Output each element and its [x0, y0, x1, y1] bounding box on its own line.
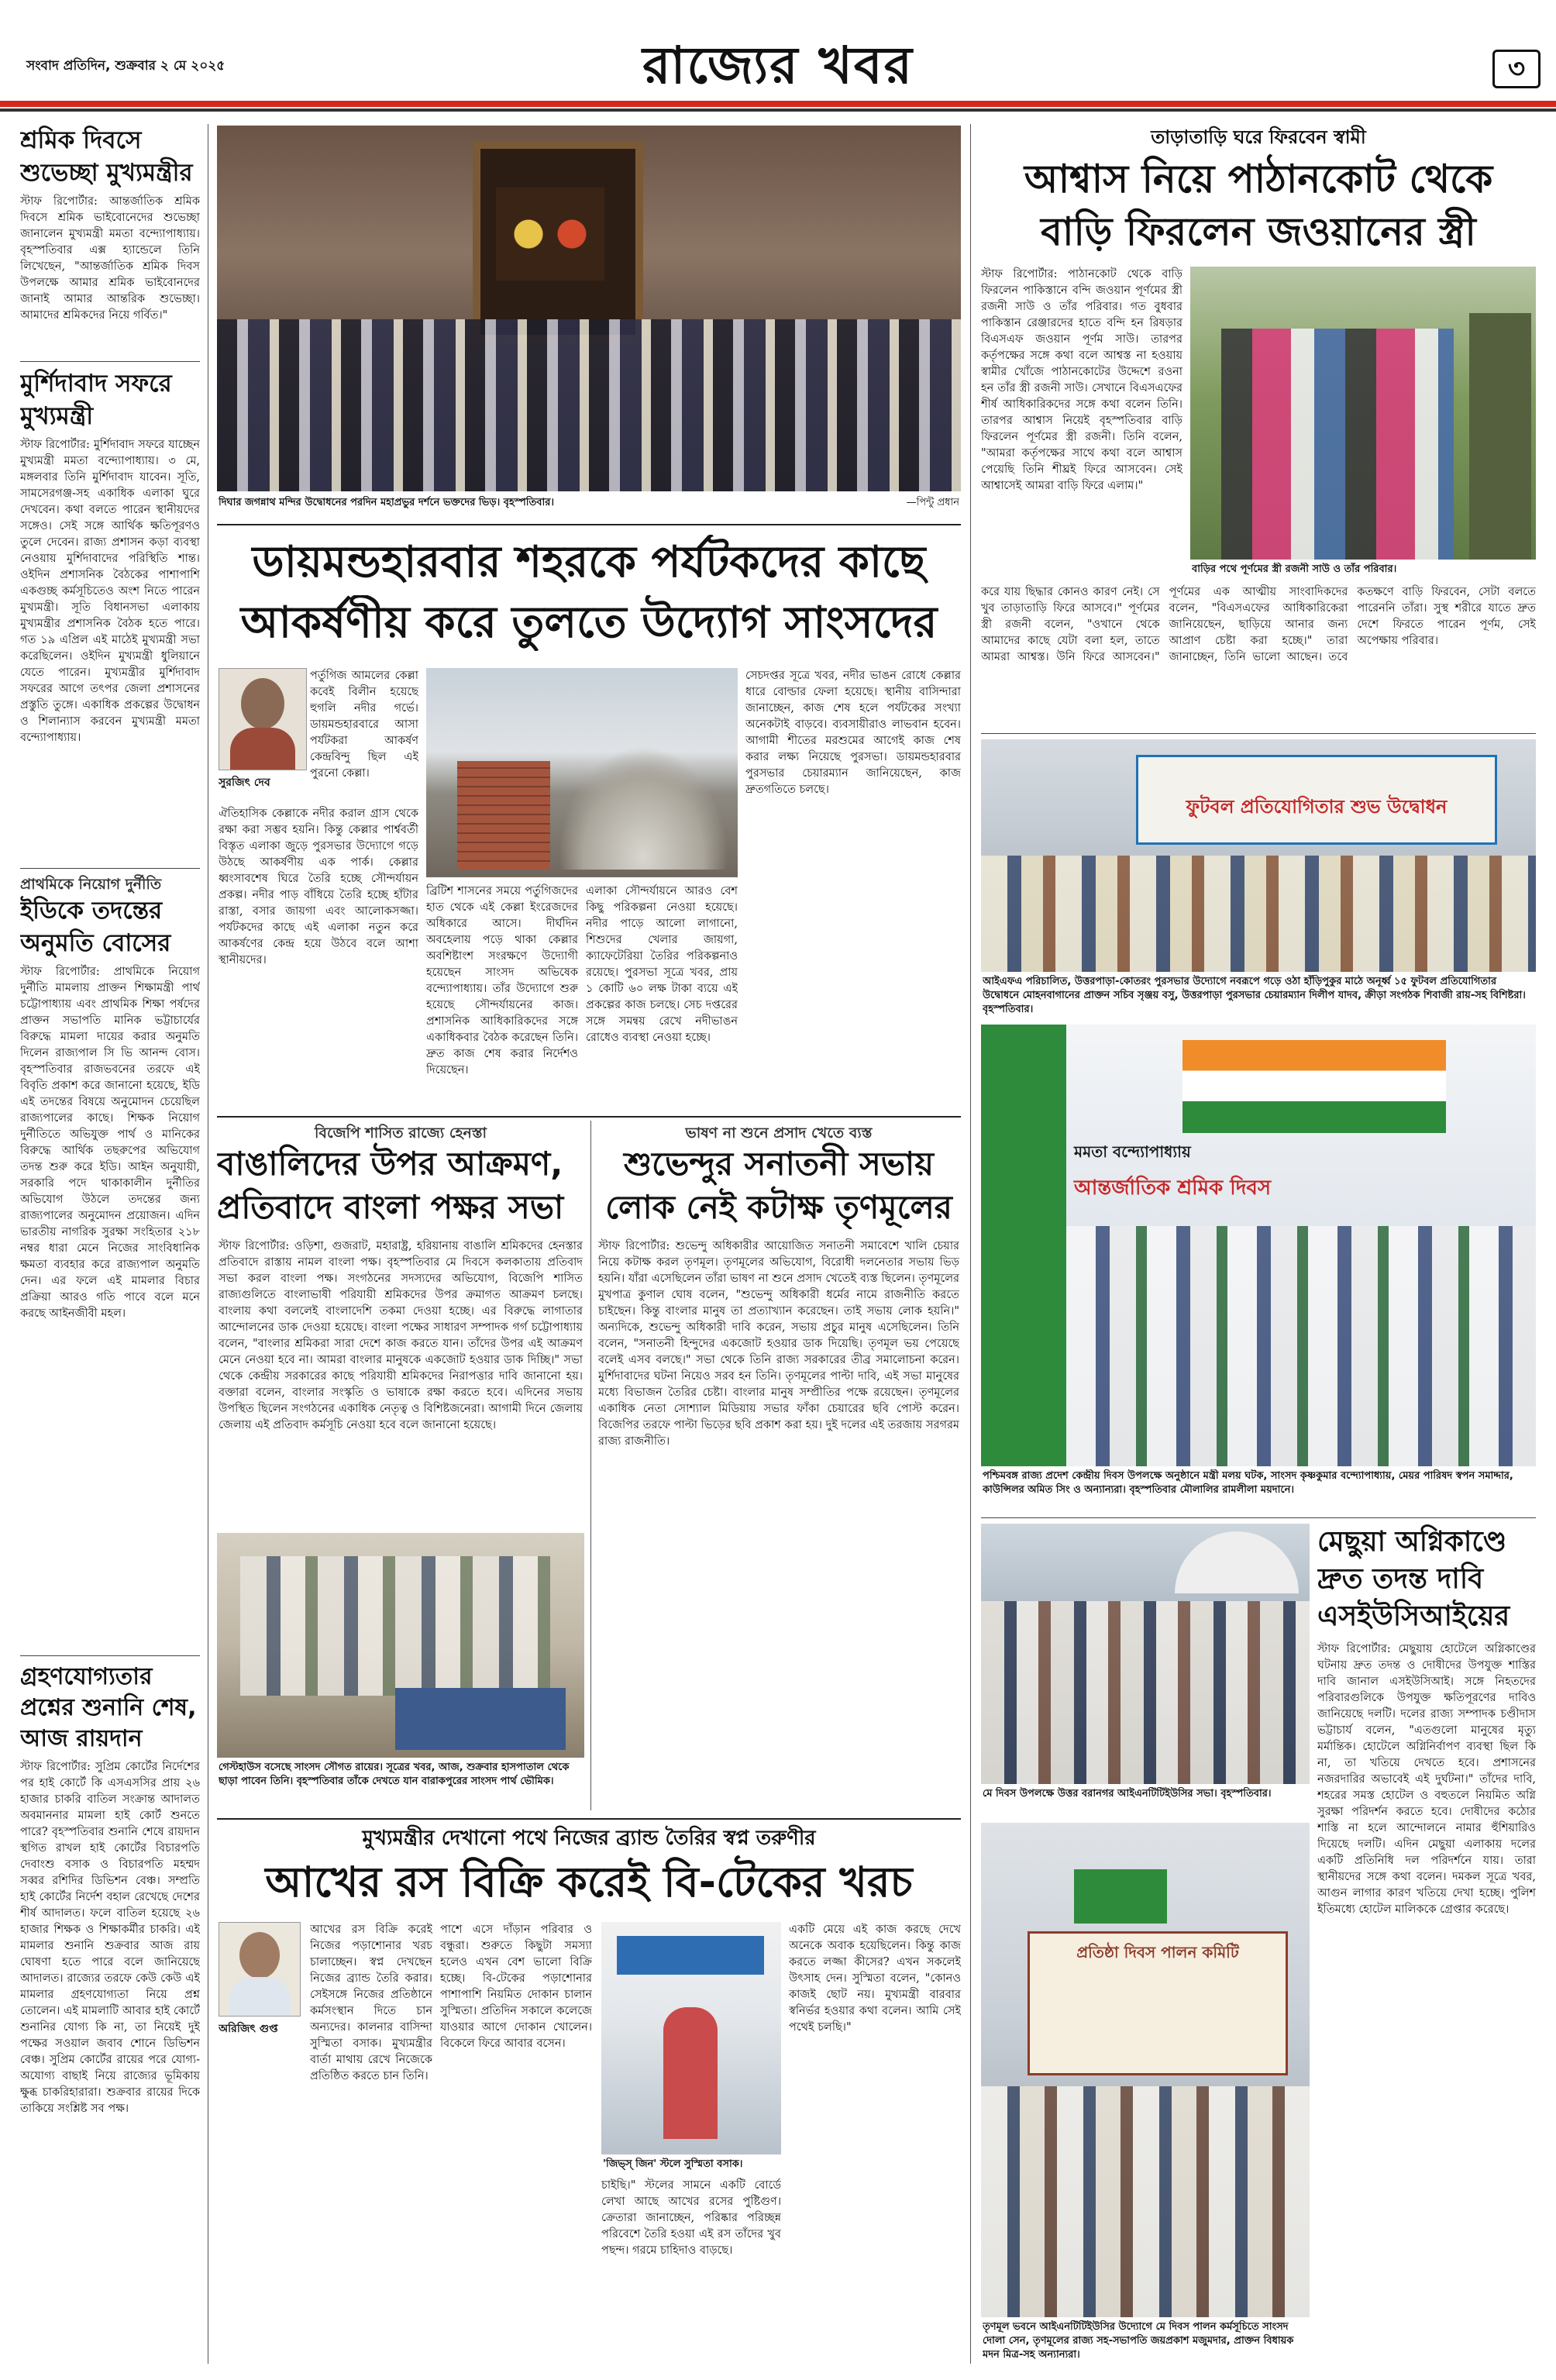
masthead [0, 0, 1556, 116]
story-body: স্টাফ রিপোর্টার: আন্তর্জাতিক শ্রমিক দিবসে শ্রমিক ভাইবোনেদের শুভেচ্ছা জানালেন মুখ্যমন্ত্রী মমতা বন্দ্যোপাধ্যায়। বৃহস্পতিবার এক্স হ্যান্ডেলে তিনি লিখেছেন, "আন্তর্জাতিক শ্রমিক দিবস উপলক্ষে আমার শ্রমিক ভাইবোনদের জানাই আমার আন্তরিক শুভেচ্ছা। আমাদের শ্রমিকদের নিয়ে গর্বিত।" [20, 195, 200, 322]
baranagar-caption: মে দিবস উপলক্ষে উত্তর বরানগর আইএনটিটিইউসির সভা। বৃহস্পতিবার। [983, 1788, 1272, 1800]
stall-sign [617, 1936, 764, 1975]
caption-text: দিঘার জগন্নাথ মন্দির উদ্বোধনের পরদিন মহাপ্রভুর দর্শনে ভক্তদের ভিড়। বৃহস্পতিবার। [219, 497, 555, 508]
juice-body-col3: চাইছি।" স্টলের সামনে একটি বোর্ডে লেখা আছে আখের রসের পুষ্টিগুণ। ক্রেতারা জানাচ্ছেন, পরিষ্কার পরিচ্ছন্ন পরিবেশে তৈরি হওয়া এই রস তাঁদের খুব পছন্দ। গরমে চাহিদাও বাড়ছে। [601, 2179, 781, 2257]
hospital-photo-caption: গেস্টহাউস বসেছে সাংসদ সৌগত রায়ের। সূত্রের খবর, আজ, শুক্রবার হাসপাতাল থেকে ছাড়া পাবেন তিনি। বৃহস্পতিবার তাঁকে দেখতে যান বারাকপুরের সাংসদ পার্থ ভৌমিক। [219, 1762, 570, 1787]
suvendu-kicker: ভাষণ না শুনে প্রসাদ খেতে ব্যস্ত [685, 1125, 873, 1142]
bangali-kicker: বিজেপি শাসিত রাজ্যে হেনস্তা [314, 1125, 487, 1142]
dateline: সংবাদ প্রতিদিন, শুক্রবার ২ মে ২০২৫ [26, 58, 225, 74]
left-story-1 [20, 124, 200, 356]
story-body: স্টাফ রিপোর্টার: প্রাথমিকে নিয়োগ দুর্নীতি মামলায় প্রাক্তন শিক্ষামন্ত্রী পার্থ চট্টোপাধ্যায় এবং প্রাথমিক শিক্ষা পর্ষদের প্রাক্তন সভাপতি মানিক ভট্টাচার্যের বিরুদ্ধে মামলা দায়ের করার অনুমতি দিলেন রাজ্যপাল সি ভি আনন্দ বোস। বৃহস্পতিবার রাজভবনের তরফে এই বিবৃতি প্রকাশ করে জানানো হয়েছে, ইডি এই তদন্তের বিষয়ে অনুমোদন চেয়েছিল রাজ্যপালের কাছে। শিক্ষক নিয়োগ দুর্নীতিতে অভিযুক্ত পার্থ ও মানিকের বিরুদ্ধে আর্থিক তছরুপের অভিযোগ তদন্ত শুরু করে ইডি। আইন অনুযায়ী, সরকারি পদে থাকাকালীন দুর্নীতির অভিযোগ উঠলে তদন্তের জন্য রাজ্যপালের অনুমোদন প্রয়োজন। এদিন ভারতীয় নাগরিক সুরক্ষা সংহিতার ২১৮ নম্বর ধারা মেনে নিজের সাংবিধানিক ক্ষমতা ব্যবহার করে রাজ্যপাল অনুমতি দেন। এর ফলে এই মামলার বিচার প্রক্রিয়া আরও গতি পাবে বলে মনে করছে আইনজীবী মহল। [20, 966, 200, 1320]
headline: শ্রমিক দিবসে শুভেচ্ছা মুখ্যমন্ত্রীর [20, 126, 193, 187]
banner-text: প্রতিষ্ঠা দিবস পালন কমিটি [1076, 1943, 1239, 1962]
divider [20, 1655, 200, 1656]
suvendu-body: স্টাফ রিপোর্টার: শুভেন্দু অধিকারীর আয়োজিত সনাতনী সমাবেশে খালি চেয়ার নিয়ে কটাক্ষ করল তৃণমূল। তৃণমূলের অভিযোগ, বিরোধী দলনেতার সভায় ভিড় হয়নি। যাঁরা এসেছিলেন তাঁরা ভাষণ না শুনে প্রসাদ খেতেই ব্যস্ত ছিলেন। তৃণমূলের মুখপাত্র কুণাল ঘোষ বলেন, "শুভেন্দু অধিকারী ধর্মের নামে রাজনীতি করতে চাইছেন। কিন্তু বাংলার মানুষ তা প্রত্যাখ্যান করেছেন। তাই সভায় লোক হয়নি।" অন্যদিকে, শুভেন্দু অধিকারী দাবি করেন, সভায় প্রচুর মানুষ এসেছিলেন। তিনি বলেন, "সনাতনী হিন্দুদের একজোট হওয়ার ডাক দিয়েছি। তৃণমূল ভয় পেয়েছে বলেই এসব বলছে।" সভা থেকে তিনি রাজ্য সরকারের তীব্র সমালোচনা করেন। মুর্শিদাবাদের ঘটনা নিয়েও সরব হন তিনি। তৃণমূলের পাল্টা দাবি, এই সভা মানুষের মধ্যে বিভাজন তৈরির চেষ্টা। বাংলার মানুষ সম্প্রীতির পক্ষে রয়েছেন। তৃণমূলের একাধিক নেতা সোশ্যাল মিডিয়ায় সভার ফাঁকা চেয়ারের ছবি পোস্ট করেন। বিজেপির তরফে পাল্টা ভিড়ের ছবি প্রকাশ করা হয়। দুই দলের এই তরজায় সরগরম রাজ্য রাজনীতি। [598, 1240, 959, 1448]
attendees [981, 2086, 1310, 2317]
baranagar-photo [981, 1524, 1310, 1784]
photo-credit: —পিন্টু প্রধান [906, 497, 959, 508]
divider [217, 1818, 961, 1820]
masthead-dark-rule [0, 108, 1556, 112]
patient-bed [395, 1688, 566, 1750]
reporter-name: সুরজিৎ দেব [219, 777, 270, 789]
vendor [663, 2007, 718, 2139]
headline: মুর্শিদাবাদ সফরে মুখ্যমন্ত্রী [20, 370, 172, 430]
deity-figures [496, 188, 604, 281]
page-number: ৩ [1507, 53, 1526, 84]
page-number-box [1492, 50, 1541, 88]
umbrella [1175, 1531, 1299, 1593]
bangali-headline-2: প্রতিবাদে বাংলা পক্ষর সভা [217, 1188, 564, 1226]
mechua-headline-2: দ্রুত তদন্ত দাবি [1317, 1563, 1484, 1595]
left-story-3 [20, 874, 200, 1600]
jawan-photo-caption: বাড়ির পথে পূর্ণমের স্ত্রী রজনী সাউ ও তাঁর পরিবার। [1192, 563, 1397, 575]
avatar [239, 1932, 280, 1979]
banner-text: ফুটবল প্রতিযোগিতার শুভ উদ্বোধন [1186, 796, 1448, 818]
bangali-headline-1: বাঙালিদের উপর আক্রমণ, [217, 1145, 563, 1183]
stage-people [1066, 1226, 1536, 1466]
suvendu-headline-2: লোক নেই কটাক্ষ তৃণমূলের [605, 1188, 952, 1226]
jawan-family-photo [1190, 267, 1536, 560]
mechua-body: স্টাফ রিপোর্টার: মেছুয়ায় হোটেলে অগ্নিকাণ্ডের ঘটনায় দ্রুত তদন্ত ও দোষীদের উপযুক্ত শাস্তির দাবি জানাল এসইউসিআই। সঙ্গে নিহতদের পরিবারগুলিকে উপযুক্ত ক্ষতিপূরণের দাবিও জানিয়েছে দলটি। দলের রাজ্য সম্পাদক চণ্ডীদাস ভট্টাচার্য বলেন, "এতগুলো মানুষের মৃত্যু মর্মান্তিক। হোটেলে অগ্নিনির্বাপণ ব্যবস্থা ছিল কি না, তা খতিয়ে দেখতে হবে। প্রশাসনের নজরদারির অভাবেই এই দুর্ঘটনা।" তাঁদের দাবি, শহরের সমস্ত হোটেল ও বহুতলে নিয়মিত অগ্নি সুরক্ষা পরিদর্শন করতে হবে। দোষীদের কঠোর শাস্তি না হলে আন্দোলনে নামার হুঁশিয়ারিও দিয়েছে দলটি। এদিন মেছুয়া এলাকায় দলের একটি প্রতিনিধি দল পরিদর্শনে যায়। তারা স্থানীয়দের সঙ্গে কথা বলেন। দমকল সূত্রে খবর, আগুন লাগার কারণ খতিয়ে দেখা হচ্ছে। পুলিশ ইতিমধ্যে হোটেল মালিককে গ্রেপ্তার করেছে। [1317, 1643, 1536, 1916]
jawan-kicker: তাড়াতাড়ি ঘরে ফিরবেন স্বামী [1151, 126, 1366, 148]
football-banner [1136, 755, 1497, 845]
banner-name: মমতা বন্দ্যোপাধ্যায় [1074, 1142, 1191, 1161]
headline: গ্রহণযোগ্যতার প্রশ্নের শুনানি শেষ, আজ রায়দান [20, 1663, 197, 1752]
labour-day-caption: পশ্চিমবঙ্গ রাজ্য প্রদেশ কেন্দ্রীয় দিবস উপলক্ষে অনুষ্ঠানে মন্ত্রী মলয় ঘটক, সাংসদ কৃষ্ণকুমার বন্দ্যোপাধ্যায়, মেয়র পারিষদ স্বপন সমাদ্দার, কাউন্সিলর অমিত সিং ও অন্যান্যরা। বৃহস্পতিবার মৌলালির রামলীলা ময়দানে। [983, 1470, 1513, 1496]
juice-kicker: মুখ্যমন্ত্রীর দেখানো পথে নিজের ব্র্যান্ড তৈরির স্বপ্ন তরুণীর [362, 1827, 816, 1850]
green-banner-strip [981, 1025, 1066, 1466]
tourism-headline-1: ডায়মন্ডহারবার শহরকে পর্যটকদের কাছে [252, 537, 926, 587]
mechua-headline-3: এসইউসিআইয়ের [1317, 1600, 1510, 1632]
kicker: প্রাথমিকে নিয়োগ দুর্নীতি [20, 876, 162, 893]
right-section-rule [970, 124, 971, 2364]
uttarpara-photo-caption: আইএফএ পরিচালিত, উত্তরপাড়া-কোতরং পুরসভার উদ্যোগে নবরূপে গড়ে ওঠা হাঁড়িপুকুর মাঠে অনূর্ধ্ব ১৫ ফুটবল প্রতিযোগিতার উদ্বোধনে মোহনবাগানের প্রাক্তন সচিব সৃঞ্জয় বসু, উত্তরপাড়া পুরসভার চেয়ারম্যান দিলীপ যাদব, ক্রীড়া সংগঠক শিবাজী রায়-সহ বিশিষ্টরা। বৃহস্পতিবার। [983, 976, 1526, 1015]
juice-body-col4: একটি মেয়ে এই কাজ করছে দেখে অনেকে অবাক হয়েছিলেন। কিন্তু কাজ করতে লজ্জা কীসের? এখন সকলেই উৎসাহ দেন। সুস্মিতা বলেন, "কোনও কাজই ছোট নয়। মুখ্যমন্ত্রী বারবার স্বনির্ভর হওয়ার কথা বলেন। আমি সেই পথেই চলছি।" [789, 1924, 961, 2034]
juice-reporter-photo [219, 1922, 301, 2017]
divider [217, 524, 961, 525]
section-title: রাজ্যের খবর [642, 36, 914, 95]
fort-photo [426, 668, 738, 877]
jawan-body-lower: করে যায় ছিদ্ধার কোনও কারণ নেই। সে খুব তাড়াতাড়ি ফিরে আসবে।" পূর্ণমের স্ত্রী রজনী বলেন, "ওখানে থেকে আমাদের কাছে যেটা বলা হল, তাতে আমরা আশ্বস্ত। উনি ফিরে আসবেন।" পূর্ণমের এক আত্মীয় সাংবাদিকদের বলেন, "বিএসএফের আধিকারিকেরা জানিয়েছেন, ছাড়িয়ে আনার জন্য আপ্রাণ চেষ্টা করা হচ্ছে।" তারা জানাচ্ছেন, তিনি ভালো আছেন। তবে কতক্ষণে বাড়ি ফিরবেন, সেটা বলতে পারেননি তাঁরা। সুস্থ শরীরে যাতে দ্রুত দেশে ফিরতে পারেন পূর্ণম, সেই অপেক্ষায় পরিবার। [981, 586, 1536, 663]
juice-body-col1: আখের রস বিক্রি করেই নিজের পড়াশোনার খরচ চালাচ্ছেন। স্বপ্ন দেখছেন নিজের ব্র্যান্ড তৈরি করার। সেইসঙ্গে নিজের প্রতিষ্ঠানে কর্মসংস্থান দিতে চান অন্যদের। কালনার বাসিন্দা সুস্মিতা বসাক। মুখ্যমন্ত্রীর বার্তা মাথায় রেখে নিজেকে প্রতিষ্ঠিত করতে চান তিনি। [310, 1924, 432, 2082]
soldier [1469, 313, 1531, 560]
family-group [1221, 329, 1454, 560]
divider [20, 868, 200, 869]
middle-story-rule [590, 1121, 591, 1810]
jawan-headline-2: বাড়ি ফিরলেন জওয়ানের স্ত্রী [1041, 209, 1476, 254]
trinamool-bhavan-caption: তৃণমূল ভবনে আইএনটিটিইউসির উদ্যোগে মে দিবস পালন কর্মসূচিতে সাংসদ দোলা সেন, তৃণমূলের রাজ্য সহ-সভাপতি জয়প্রকাশ মজুমদার, প্রাক্তন বিধায়ক মদন মিত্র-সহ অন্যান্যরা। [983, 2321, 1294, 2361]
left-story-4 [20, 1662, 200, 2356]
flag-tricolour [1182, 1040, 1446, 1133]
labour-day-photo [981, 1025, 1536, 1466]
jawan-headline-1: আশ্বাস নিয়ে পাঠানকোট থেকে [1024, 157, 1493, 201]
crowd [981, 1601, 1310, 1784]
headline: ইডিকে তদন্তের অনুমতি বোসের [20, 897, 171, 957]
tourism-lead: পর্তুগিজ আমলের কেল্লা কবেই বিলীন হয়েছে হুগলি নদীর গর্ভে। ডায়মন্ডহারবারে আসা পর্যটকরা আকর্ষণ কেন্দ্রবিন্দু ছিল এই পুরনো কেল্লা। [310, 670, 418, 780]
story-body: স্টাফ রিপোর্টার: মুর্শিদাবাদ সফরে যাচ্ছেন মুখ্যমন্ত্রী মমতা বন্দ্যোপাধ্যায়। ৩ মে, মঙ্গলবার তিনি মুর্শিদাবাদ যাবেন। সূতি, সামসেরগঞ্জ-সহ একাধিক এলাকা ঘুরে দেখবেন। কথা বলতে পারেন স্থানীয়দের সঙ্গেও। সেই সঙ্গে আর্থিক ক্ষতিপূরণও তুলে দেবেন। রাজ্য প্রশাসন কড়া ব্যবস্থা নেওয়ায় মুর্শিদাবাদের পরিস্থিতি শান্ত। ওইদিন প্রশাসনিক বৈঠকের পাশাপাশি একগুচ্ছ কর্মসূচিতেও অংশ নিতে পারেন মুখ্যমন্ত্রী। সূতি বিধানসভা এলাকায় মুখ্যমন্ত্রীর প্রশাসনিক বৈঠক হতে পারে। গত ১৯ এপ্রিল এই মাঠেই মুখ্যমন্ত্রী সভা করেছিলেন। ওইদিন মুখ্যমন্ত্রী ধুলিয়ানে যেতে পারেন। মুখ্যমন্ত্রীর মুর্শিদাবাদ সফরের আগে তৎপর জেলা প্রশাসনের প্রস্তুতি তুঙ্গে। একাধিক প্রকল্পের উদ্বোধন ও শিলান্যাস করবেন মুখ্যমন্ত্রী মমতা বন্দ্যোপাধ্যায়। [20, 439, 200, 744]
juice-reporter-name: অরিজিৎ গুপ্ত [219, 2023, 278, 2035]
tourism-body-col3: এলাকা সৌন্দর্যায়নে আরও বেশ কিছু পরিকল্পনা নেওয়া হয়েছে। নদীর পাড়ে আলো লাগানো, শিশুদের খেলার জায়গা, ক্যাফেটেরিয়া তৈরির পরিকল্পনাও রয়েছে। পুরসভা সূত্রে খবর, প্রায় ১ কোটি ৬০ লক্ষ টাকা ব্যয়ে এই প্রকল্পের কাজ চলছে। সেচ দপ্তরের সঙ্গে সমন্বয় রেখে নদীভাঙন রোধেও ব্যবস্থা নেওয়া হচ্ছে। [586, 885, 738, 1044]
hospital-photo [217, 1533, 584, 1758]
trinamool-bhavan-photo [981, 1823, 1310, 2317]
juice-body-col2: পাশে এসে দাঁড়ান পরিবার ও বন্ধুরা। শুরুতে কিছুটা সমস্যা হলেও এখন বেশ ভালো বিক্রি হচ্ছে। বি-টেকের পড়াশোনার পাশাপাশি নিয়মিত দোকান চালান সুস্মিতা। প্রতিদিন সকালে কলেজে যাওয়ার আগে দোকান খোলেন। বিকেলে ফিরে আবার বসেন। [440, 1924, 592, 2050]
story-body: স্টাফ রিপোর্টার: সুপ্রিম কোর্টের নির্দেশের পর হাই কোর্টে কি এসএসসির প্রায় ২৬ হাজার চাকরি বাতিল সংক্রান্ত আদালত অবমাননার মামলা হাই কোর্ট শুনতে পারে? বৃহস্পতিবার শুনানি শেষে রায়দান স্থগিত রাখল হাই কোর্টের বিচারপতি দেবাংশু বসাক ও বিচারপতি মহম্মদ সব্বর রশিদির ডিভিশন বেঞ্চ। সম্প্রতি হাই কোর্টের নির্দেশ বহাল রেখেছে দেশের শীর্ষ আদালত। ফলে বাতিল হয়েছে ২৬ হাজার শিক্ষক ও শিক্ষাকর্মীর চাকরি। এই মামলার শুনানি শুক্রবার আজ রায় ঘোষণা হতে পারে বলে জানিয়েছে আদালত। রাজ্যের তরফে কেউ কেউ এই মামলার গ্রহণযোগ্যতা নিয়ে প্রশ্ন তোলেন। এই মামলাটি আবার হাই কোর্টে শুনানির যোগ্য কি না, তা নিয়েই দুই পক্ষের সওয়াল জবাব শোনে ডিভিশন বেঞ্চ। সুপ্রিম কোর্টের রায়ের পরে যোগ্য-অযোগ্য বাছাই নিয়ে রাজ্যের ভূমিকায় ক্ষুব্ধ চাকরিহারারা। শুক্রবার রায়ের দিকে তাকিয়ে সংশ্লিষ্ট সব পক্ষ। [20, 1761, 200, 2115]
green-flag [1074, 1869, 1167, 1924]
divider [981, 733, 1536, 734]
tourism-body-col2: ব্রিটিশ শাসনের সময়ে পর্তুগিজদের হাত থেকে এই কেল্লা ইংরেজদের অধিকারে আসে। দীর্ঘদিন অবহেলায় পড়ে থাকা কেল্লার অবশিষ্টাংশ সংরক্ষণে উদ্যোগী হয়েছেন সাংসদ অভিষেক বন্দ্যোপাধ্যায়। তাঁর উদ্যোগে শুরু হয়েছে সৌন্দর্যায়নের কাজ। প্রশাসনিক আধিকারিকদের সঙ্গে একাধিকবার বৈঠক করেছেন তিনি। দ্রুত কাজ শেষ করার নির্দেশও দিয়েছেন। [426, 885, 578, 1076]
dignitaries [981, 856, 1536, 972]
juice-photo-caption: 'জিভ্স্ জিন' স্টলে সুস্মিতা বসাক। [603, 2158, 743, 2170]
bangali-body: স্টাফ রিপোর্টার: ওড়িশা, গুজরাট, মহারাষ্ট্র, হরিয়ানায় বাঙালি শ্রমিকদের হেনস্তার প্রতিবাদে রাস্তায় নামল বাংলা পক্ষ। বৃহস্পতিবার মে দিবসে কলকাতায় প্রতিবাদ সভা করল বাংলা পক্ষ। সংগঠনের সদস্যদের অভিযোগ, বিজেপি শাসিত রাজ্যগুলিতে বাংলাভাষী পরিযায়ী শ্রমিকদের উপর ক্রমাগত আক্রমণ চলছে। বাংলায় কথা বললেই বাংলাদেশি তকমা দেওয়া হচ্ছে। এর বিরুদ্ধে লাগাতার আন্দোলনের ডাক দেওয়া হয়েছে। বাংলা পক্ষের সাধারণ সম্পাদক গর্গ চট্টোপাধ্যায় বলেন, "বাংলার শ্রমিকরা সারা দেশে কাজ করতে যান। তাঁদের উপর এই আক্রমণ মেনে নেওয়া হবে না। আমরা বাংলার মানুষকে একজোট হওয়ার ডাক দিচ্ছি।" সভা থেকে কেন্দ্রীয় সরকারের কাছে পরিযায়ী শ্রমিকদের নিরাপত্তার দাবি জানানো হয়। বক্তারা বলেন, বাংলার সংস্কৃতি ও ভাষাকে রক্ষা করতে হবে। এদিনের সভায় উপস্থিত ছিলেন সংগঠনের একাধিক নেতৃত্ব ও বিশিষ্টজনেরা। আগামী দিনে জেলায় জেলায় এই প্রতিবাদ কর্মসূচি নেওয়া হবে বলে জানানো হয়েছে। [219, 1240, 583, 1431]
tourism-body-col1: ঐতিহাসিক কেল্লাকে নদীর করাল গ্রাস থেকে রক্ষা করা সম্ভব হয়নি। কিন্তু কেল্লার পার্শ্ববর্তী বিস্তৃত এলাকা জুড়ে পুরসভার উদ্যোগে গড়ে উঠছে আকর্ষণীয় এক পার্ক। কেল্লার ধ্বংসাবশেষ ঘিরে তৈরি হচ্ছে সৌন্দর্যায়ন প্রকল্প। নদীর পাড় বাঁধিয়ে তৈরি হচ্ছে হাঁটার রাস্তা, বসার জায়গা এবং আলোকসজ্জা। পর্যটকদের কাছে এই এলাকা নতুন করে আকর্ষণের কেন্দ্র হয়ে উঠবে বলে আশা স্থানীয়দের। [219, 808, 418, 966]
juice-stall-photo [601, 1922, 781, 2154]
brick-wall [457, 761, 550, 870]
juice-headline: আখের রস বিক্রি করেই বি-টেকের খরচ [265, 1858, 913, 1906]
divider [981, 1517, 1536, 1518]
tourism-body-col4: সেচদপ্তর সূত্রে খবর, নদীর ভাঙন রোধে কেল্লার ধারে বোল্ডার ফেলা হয়েছে। স্থানীয় বাসিন্দারা জানাচ্ছেন, কাজ শেষ হলে পর্যটকের সংখ্যা অনেকটাই বাড়বে। ব্যবসায়ীরাও লাভবান হবেন। আগামী শীতের মরশুমের আগেই কাজ শেষ করার লক্ষ্য নিয়েছে পুরসভা। ডায়মন্ডহারবার পুরসভার চেয়ারম্যান জানিয়েছেন, কাজ দ্রুতগতিতে চলছে। [745, 670, 961, 796]
masthead-red-rule [0, 101, 1556, 107]
people-group [240, 1556, 550, 1696]
crowd [217, 319, 961, 491]
temple-photo-caption [219, 496, 959, 510]
temple-photo [217, 126, 961, 491]
divider [20, 361, 200, 362]
reporter-photo [219, 668, 307, 770]
left-story-2 [20, 367, 200, 863]
memorial-banner [1028, 1931, 1288, 2075]
banner-title: আন্তর্জাতিক শ্রমিক দিবস [1074, 1176, 1271, 1200]
jawan-body: স্টাফ রিপোর্টার: পাঠানকোট থেকে বাড়ি ফিরলেন পাকিস্তানে বন্দি জওয়ান পূর্ণমের স্ত্রী রজনী সাউ ও তাঁর পরিবার। গত বুধবার পাকিস্তান রেঞ্জারদের হাতে বন্দি হন রিষড়ার বিএসএফ জওয়ান পূর্ণম সাউ। তারপর কর্তৃপক্ষের সঙ্গে কথা বলে আশ্বস্ত না হওয়ায় স্বামীর খোঁজে পাঠানকোটের উদ্দেশে রওনা হন তাঁর স্ত্রী রজনী সাউ। সেখানে বিএসএফের শীর্ষ আধিকারিকদের সঙ্গে কথা বলেন তিনি। তারপর আশ্বাস নিয়েই বৃহস্পতিবার বাড়ি ফিরলেন পূর্ণমের স্ত্রী রজনী। তিনি বলেন, "আমরা কর্তৃপক্ষের সাথে কথা বলে আশ্বাস পেয়েছি তিনি শীঘ্রই ফিরে আসবেন। সেই আশ্বাসেই আমরা বাড়ি ফিরে এলাম।" [981, 268, 1182, 492]
avatar [241, 678, 284, 729]
uttarpara-photo [981, 739, 1536, 972]
tourism-headline-2: আকর্ষণীয় করে তুলতে উদ্যোগ সাংসদের [240, 598, 938, 648]
rubble-heap [558, 746, 728, 870]
mechua-headline-1: মেছুয়া অগ্নিকাণ্ডে [1317, 1526, 1507, 1558]
suvendu-headline-1: শুভেন্দুর সনাতনী সভায় [624, 1145, 934, 1183]
divider [217, 1116, 961, 1118]
